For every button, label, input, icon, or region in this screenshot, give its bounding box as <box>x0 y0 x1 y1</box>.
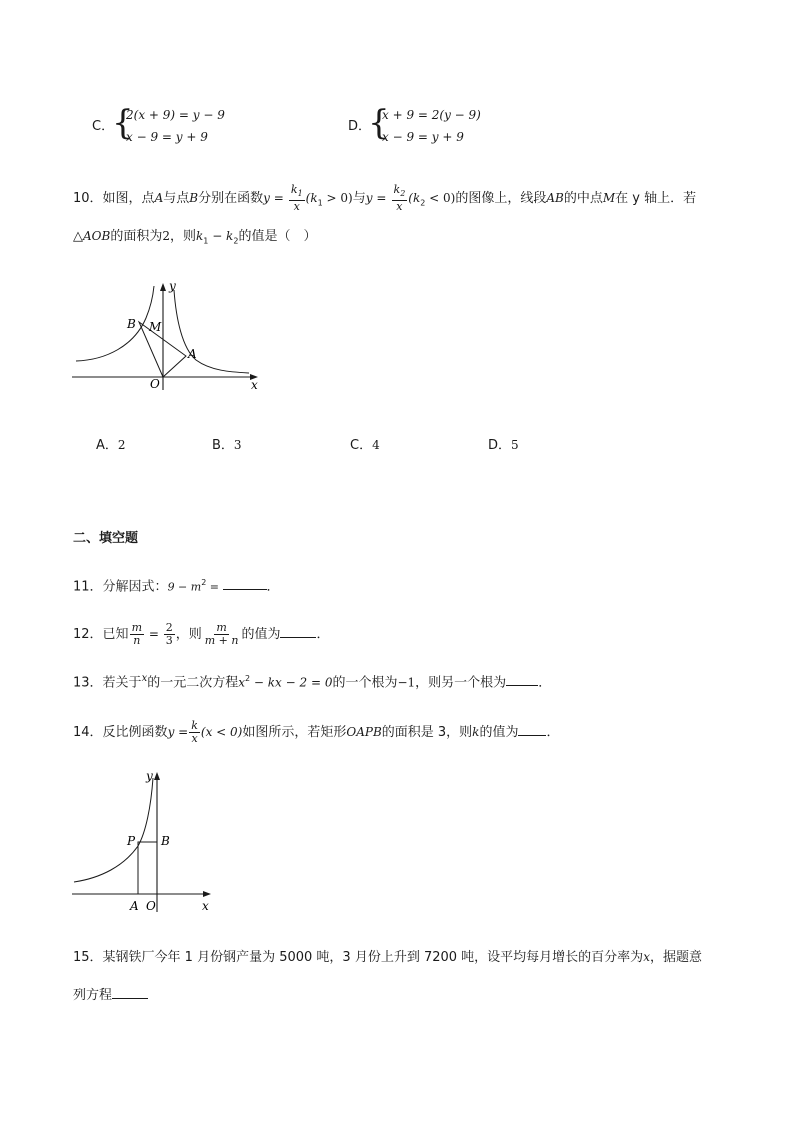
q14 <box>73 720 559 745</box>
equation-line: x − 9 = y + 9 <box>126 130 208 144</box>
q10-option-b <box>212 436 242 455</box>
y-arrow-icon <box>160 283 166 291</box>
equation-line: x + 9 = 2(y − 9) <box>382 108 481 122</box>
num: 2 <box>165 621 173 634</box>
option-value: 3 <box>233 438 242 452</box>
eq: y = <box>167 725 189 739</box>
q14-figure <box>66 766 226 916</box>
text: 在 y 轴上．若 <box>615 191 697 207</box>
text: 的值为 <box>479 725 519 740</box>
den: 3 <box>165 634 173 647</box>
den: n <box>133 634 141 647</box>
label-a: A <box>188 347 197 361</box>
label-x: x <box>251 378 258 392</box>
q10-line2 <box>73 227 316 251</box>
text: ． <box>538 675 552 691</box>
curve-right <box>174 290 249 373</box>
brace-icon: { <box>368 103 390 143</box>
den: x <box>293 200 300 214</box>
text: ，则 <box>175 627 202 642</box>
equation-line: x − 9 = y + 9 <box>382 130 464 144</box>
q10-figure <box>66 278 266 393</box>
q11 <box>73 574 280 596</box>
label-p: P <box>127 834 136 848</box>
fraction <box>203 622 241 647</box>
option-label: A． <box>96 438 118 453</box>
text: 若关于 <box>102 675 142 691</box>
question-number: 11． <box>73 579 103 595</box>
var: x <box>141 673 148 684</box>
sup: 2 <box>245 674 251 683</box>
text: 列方程 <box>73 988 113 1003</box>
question-number: 15． <box>73 950 103 965</box>
cond: (x < 0) <box>200 725 243 739</box>
option-label: B． <box>212 438 234 453</box>
text: ，则 <box>169 229 196 244</box>
sub: 2 <box>400 189 406 199</box>
equation-line: 2(x + 9) = y − 9 <box>126 108 225 122</box>
cond: (k <box>305 191 318 206</box>
label-o: O <box>146 899 156 913</box>
sub: 1 <box>203 236 209 246</box>
fraction <box>164 622 175 647</box>
question-number: 10． <box>73 191 103 207</box>
num: m <box>131 621 142 634</box>
value: 2 <box>162 229 170 243</box>
option-value: 4 <box>372 438 380 452</box>
cond: > 0) <box>322 191 353 206</box>
eq: y = <box>365 191 387 206</box>
q15-line2 <box>73 986 148 1005</box>
option-label: D． <box>488 438 512 453</box>
fraction <box>130 622 144 647</box>
text: ． <box>266 579 280 595</box>
text: 的一个根为 <box>332 675 398 691</box>
eq: − kx − 2 = 0 <box>250 675 333 690</box>
q10-option-c <box>350 436 380 455</box>
num: k <box>393 183 401 196</box>
var: k <box>472 725 480 739</box>
cond: < 0) <box>425 191 456 206</box>
question-number: 13． <box>73 675 103 691</box>
answer-blank[interactable] <box>518 723 546 736</box>
answer-blank[interactable] <box>506 673 538 686</box>
x-arrow-icon <box>203 891 211 897</box>
label-x: x <box>202 899 209 913</box>
var: − k <box>208 229 234 243</box>
curve-left <box>76 286 154 361</box>
brace-icon: { <box>112 103 134 143</box>
text: 某钢铁厂今年 1 月份钢产量为 5000 吨，3 月份上升到 7200 吨，设平均每月增长的百分率为 <box>102 950 644 965</box>
text: 的一元二次方程 <box>147 675 239 691</box>
answer-blank[interactable] <box>223 577 267 590</box>
sub: 1 <box>297 189 303 199</box>
text: ． <box>546 725 560 740</box>
q12 <box>73 622 329 647</box>
label-b: B <box>127 317 136 331</box>
q13 <box>73 670 551 692</box>
text: 的面积是 3，则 <box>381 725 473 740</box>
q10-option-a <box>96 436 126 455</box>
var: OAPB <box>346 725 382 739</box>
eq: = <box>145 627 163 641</box>
var: x <box>643 950 650 964</box>
option-label: D． <box>348 119 372 134</box>
y-arrow-icon <box>154 772 160 780</box>
text: 的值为 <box>241 627 281 642</box>
sub: 2 <box>233 236 239 246</box>
den: m + n <box>204 634 239 647</box>
text: ． <box>316 627 330 642</box>
label-m: M <box>149 320 162 334</box>
fraction <box>289 184 305 213</box>
text: 的中点 <box>563 191 603 207</box>
text: 的图像上，线段 <box>455 191 547 207</box>
var: A <box>154 191 164 206</box>
text: 反比例函数 <box>102 725 168 740</box>
answer-blank[interactable] <box>112 986 148 999</box>
text: 已知 <box>102 627 129 642</box>
label-o: O <box>150 377 160 391</box>
text: 与点 <box>163 191 190 207</box>
label-b: B <box>161 834 170 848</box>
text: 的值是（ ） <box>238 229 317 244</box>
q10-line1 <box>73 184 696 213</box>
question-number: 12． <box>73 627 103 642</box>
option-label: C． <box>350 438 373 453</box>
sub: 1 <box>317 198 323 208</box>
num: k <box>290 183 298 196</box>
var: AB <box>546 191 564 206</box>
text: 的面积为 <box>110 229 163 244</box>
cond: (k <box>408 191 421 206</box>
q15-line1 <box>73 948 702 967</box>
var: k <box>196 229 204 243</box>
text: 分解因式： <box>102 579 168 595</box>
label-y: y <box>146 769 153 783</box>
den: x <box>191 732 198 745</box>
option-label: C． <box>92 119 115 134</box>
text: ，据题意 <box>649 950 702 965</box>
triangle-icon: △ <box>73 229 83 244</box>
value: −1 <box>397 675 416 690</box>
var: B <box>189 191 199 206</box>
sup: 2 <box>201 578 207 587</box>
label-y: y <box>169 279 176 293</box>
num: k <box>191 719 198 732</box>
curve <box>74 778 153 882</box>
var: M <box>602 191 616 206</box>
answer-blank[interactable] <box>280 625 316 638</box>
text: 与 <box>352 191 366 207</box>
sub: 2 <box>420 198 426 208</box>
eq: y = <box>263 191 284 206</box>
fraction <box>189 720 200 745</box>
expr: 9 − m <box>167 580 202 594</box>
den: x <box>396 200 403 214</box>
text: 如图所示，若矩形 <box>242 725 347 740</box>
q10-option-d <box>488 436 519 455</box>
question-number: 14． <box>73 725 103 740</box>
rectangle-oapb <box>138 842 157 894</box>
text: 如图，点 <box>102 191 155 207</box>
option-value: 2 <box>117 438 126 452</box>
var: AOB <box>83 229 111 243</box>
fraction <box>392 184 408 213</box>
option-value: 5 <box>511 438 519 452</box>
label-a: A <box>130 899 139 913</box>
eq: = <box>206 580 223 594</box>
section-title: 二、填空题 <box>73 531 139 546</box>
eq: x <box>238 675 245 690</box>
num: m <box>216 621 227 634</box>
text: ，则另一个根为 <box>415 675 507 691</box>
text: 分别在函数 <box>198 191 264 207</box>
